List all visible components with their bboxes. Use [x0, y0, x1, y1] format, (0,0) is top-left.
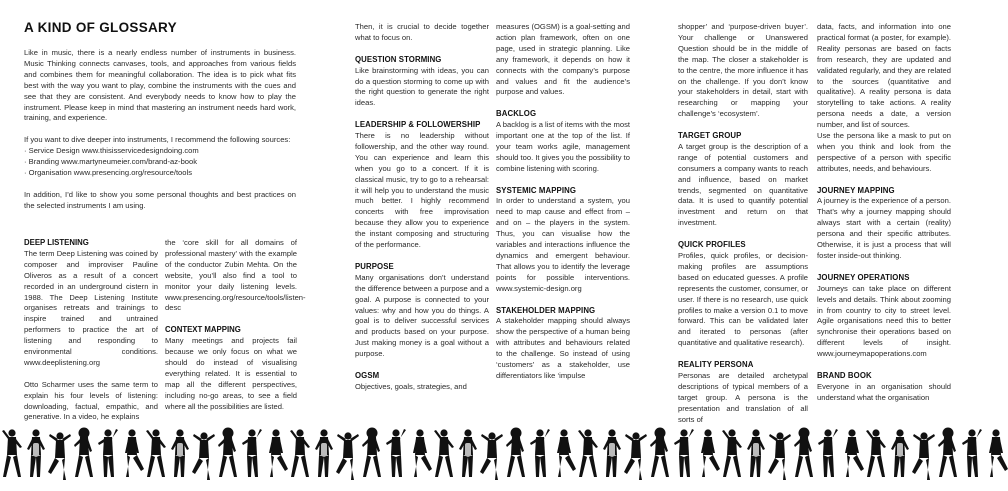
brand-book-text: Everyone in an organisation should understand what the organisation: [817, 381, 951, 402]
performer-figure-icon: [962, 429, 982, 477]
performer-figure-icon: [98, 429, 118, 477]
target-group-heading: TARGET GROUP: [678, 131, 742, 141]
performer-figure-icon: [674, 429, 694, 477]
deep-listening-continued: the ‘core skill for all domains of professional mastery’ with the example of the conductor Zubin Mehta. On the website, you’ll also find a tool to monitor your daily listening levels. www.presencing.org/resource/tools/listen-desc: [165, 238, 306, 313]
systemic-mapping-heading: SYSTEMIC MAPPING: [496, 185, 577, 195]
performer-figure-icon: [362, 428, 381, 478]
performer-figure-icon: [794, 428, 813, 478]
reality-persona-continued: data, facts, and information into one practical format (a poster, for example). Reality personas are based on facts from research, they are updated and validated regularly, and they are related to the sources (quantitative and qualitative). A reality persona is data storytelling to take actions. A reality persona needs a date, a version number, and list of sources.: [817, 22, 951, 130]
performer-figure-icon: [218, 428, 237, 478]
performer-figure-icon: [480, 432, 503, 480]
backlog-heading: BACKLOG: [496, 109, 537, 119]
leadership-heading: LEADERSHIP & FOLLOWERSHIP: [355, 120, 481, 130]
deep-listening-heading: DEEP LISTENING: [24, 238, 89, 247]
performer-figure-icon: [290, 429, 310, 477]
intro-closing: In addition, I’d like to show you some personal thoughts and best practices on the selected instruments I am using.: [24, 189, 296, 210]
performer-figure-icon: [650, 428, 669, 478]
source-item: · Branding www.martyneumeier.com/brand-az-book: [24, 157, 296, 168]
ogsm-text: Objectives, goals, strategies, and: [355, 381, 467, 391]
performer-figure-icon: [74, 428, 93, 478]
performer-figure-icon: [530, 429, 550, 477]
quick-profiles-text: Profiles, quick profiles, or decision-making profiles are assumptions based on educated guesses. A profile represents the customer, consumer, or user. If there is no research, use quick profiles to make a version 0.1 to move forward. This can be validated later and iterated to personas (after quantitative and qualitative research).: [678, 251, 808, 348]
performer-figure-icon: [27, 429, 45, 477]
sources-list: [24, 146, 296, 179]
performer-figure-icon: [866, 429, 886, 477]
target-group-text: A target group is the description of a range of potential customers and consumers a company wants to reach and influence, based on market trends, segmented on quantitative data. It is used to quantify potential investment and return on that investment.: [678, 141, 808, 228]
stakeholder-continued: shopper’ and ‘purpose-driven buyer’. Your challenge or Unanswered Question should be in the middle of the map. The closer a stakeholder is to the centre, the more influence it has on the challenge. If you don’t know your stakeholders in detail, start with researching or mapping your challenge’s ‘ecosystem’.: [678, 22, 808, 119]
deep-listening-text-2: Otto Scharmer uses the same term to explain his four levels of listening: downloading, factual, empathic, and generative. In a video, he explains: [24, 379, 158, 422]
performer-figure-icon: [624, 432, 647, 480]
performer-figure-icon: [768, 432, 791, 480]
quick-profiles-heading: QUICK PROFILES: [678, 240, 746, 250]
glossary-column-5: [817, 22, 951, 415]
context-mapping-section: [165, 238, 306, 423]
journey-operations-text: Journeys can take place on different levels and details. Think about zooming in from country to city to street level. Agile organisations need this to better synchronise their operations based on different levels of insight. www.journeymapoperations.com: [817, 283, 951, 359]
leadership-text: There is no leadership without followership, and the other way round. You can experience and learn this when you go to a concert. If it is classical music, try to go to a rehearsal: it will help you to understand the music much better. I highly recommend concerts with free improvisation because they allow you to experience the instant composing and structuring of the performance.: [355, 131, 489, 250]
source-item: · Organisation www.presencing.org/resource/tools: [24, 168, 296, 179]
performer-figure-icon: [938, 428, 957, 478]
stakeholder-mapping-heading: STAKEHOLDER MAPPING: [496, 305, 596, 315]
performer-figure-icon: [192, 432, 215, 480]
performer-figure-icon: [603, 429, 621, 477]
reality-persona-heading: REALITY PERSONA: [678, 360, 754, 370]
intro-paragraph: Like in music, there is a nearly endless number of instruments in business. Music Thinking connects canvases, tools, and approaches from various fields and combines them for meaningful collaboration. The idea is to pick what fits best with the way you want to play, combine the instruments with the cues and see that they are consistent. And everybody needs to know how to play the instrument. Please keep in mind that mastering an instrument needs hard work, training, and experience.: [24, 48, 296, 123]
purpose-text: Many organisations don’t understand the difference between a purpose and a goal. A purpose is connected to your values: why and how you do things. A goal is to deliver successful services and products based on your purpose. Just making money is a goal without a purpose.: [355, 272, 489, 359]
performer-figure-icon: [336, 432, 359, 480]
performer-figure-icon: [506, 428, 525, 478]
performer-figure-icon: [315, 429, 333, 477]
context-mapping-heading: CONTEXT MAPPING: [165, 325, 241, 335]
performer-figure-icon: [459, 429, 477, 477]
performer-figure-icon: [269, 429, 288, 477]
performer-figure-icon: [912, 432, 935, 480]
performer-figure-icon: [557, 429, 576, 477]
performer-figure-icon: [578, 429, 598, 477]
systemic-mapping-text: In order to understand a system, you need to map cause and effect from – and on – the players in the system. Thus, you can visualise how the variables and interactions influence the dynamics and emergent behaviour. That allows you to identify the leverage points for possible interventions. www.systemic-design.org: [496, 196, 630, 293]
performer-figure-icon: [747, 429, 765, 477]
performer-figure-icon: [146, 429, 166, 477]
performer-figure-icon: [722, 429, 742, 477]
reality-persona-text: Personas are detailed archetypal descriptions of typical members of a target group. A persona is the presentation and translation of all sorts of: [678, 370, 808, 424]
context-mapping-text: Many meetings and projects fail because we only focus on what we should do instead of visualising everything related. It is essential to map all the different perspectives, including no-go areas, to see a field where all the possibilities are listed.: [165, 336, 297, 411]
page-title: A KIND OF GLOSSARY: [24, 20, 177, 35]
persona-mask-text: Use the persona like a mask to put on when you think and look from the perspective of a person with specific attributes, needs, and behaviours.: [817, 131, 951, 173]
performer-figure-icon: [891, 429, 909, 477]
intro-section: [24, 48, 296, 222]
journey-mapping-heading: JOURNEY MAPPING: [817, 185, 895, 195]
performer-figure-icon: [701, 429, 720, 477]
deep-listening-section: [24, 238, 158, 434]
performer-figure-icon: [386, 429, 406, 477]
performer-figure-icon: [48, 432, 71, 480]
glossary-column-4: [678, 22, 808, 436]
glossary-column-2: [355, 22, 489, 404]
stakeholder-mapping-text: A stakeholder mapping should always show the perspective of a human being with attributes and behaviours related to the challenge. So instead of using ‘customers’ as a stakeholder, use differentiators like ‘impulse: [496, 316, 630, 380]
purpose-heading: PURPOSE: [355, 261, 394, 271]
performer-figure-icon: [413, 429, 432, 477]
performer-figure-icon: [242, 429, 262, 477]
question-storming-heading: QUESTION STORMING: [355, 54, 442, 64]
performer-silhouettes-icon: [0, 424, 1008, 491]
performer-figure-icon: [845, 429, 864, 477]
performer-figure-icon: [171, 429, 189, 477]
ogsm-heading: OGSM: [355, 370, 380, 380]
glossary-column-3: [496, 22, 630, 393]
intro-sources-lead: If you want to dive deeper into instruments, I recommend the following sources:: [24, 135, 291, 145]
performer-figure-icon: [989, 429, 1008, 477]
brand-book-heading: BRAND BOOK: [817, 370, 872, 380]
performer-figure-icon: [818, 429, 838, 477]
question-storming-text: Like brainstorming with ideas, you can do a question storming to come up with the right question to generate the right ideas.: [355, 65, 489, 108]
backlog-text: A backlog is a list of items with the most important one at the top of the list. If your team works agile, management should too. It gives you the possibility to combine listening with scoring.: [496, 120, 630, 173]
journey-operations-heading: JOURNEY OPERATIONS: [817, 272, 910, 282]
performer-silhouette-strip: [0, 424, 1008, 491]
source-item: · Service Design www.thisisservicedesigndoing.com: [24, 146, 296, 157]
deep-listening-text: The term Deep Listening was coined by composer and improviser Pauline Oliveros as a result of a concert recorded in an underground cistern in 1988. The Deep Listening Institute organises retreats and trainings to inspire trained and untrained performers to practice the art of listening and responding to environmental conditions. www.deeplistening.org: [24, 248, 158, 367]
performer-figure-icon: [125, 429, 144, 477]
performer-figure-icon: [2, 429, 22, 477]
ogsm-continued: measures (OGSM) is a goal-setting and action plan framework, often on one page, used in strategic planning. Like any framework, it depends on how it connects with the company’s purpose and values and fit the audience’s purpose and values.: [496, 22, 630, 97]
performer-figure-icon: [434, 429, 454, 477]
context-mapping-continued: Then, it is crucial to decide together what to focus on.: [355, 22, 489, 42]
journey-mapping-text: A journey is the experience of a person. That’s why a journey mapping should always start with a certain (reality) persona and their specific attributes. Otherwise, it is just a process that will foster inside-out thinking.: [817, 196, 951, 261]
